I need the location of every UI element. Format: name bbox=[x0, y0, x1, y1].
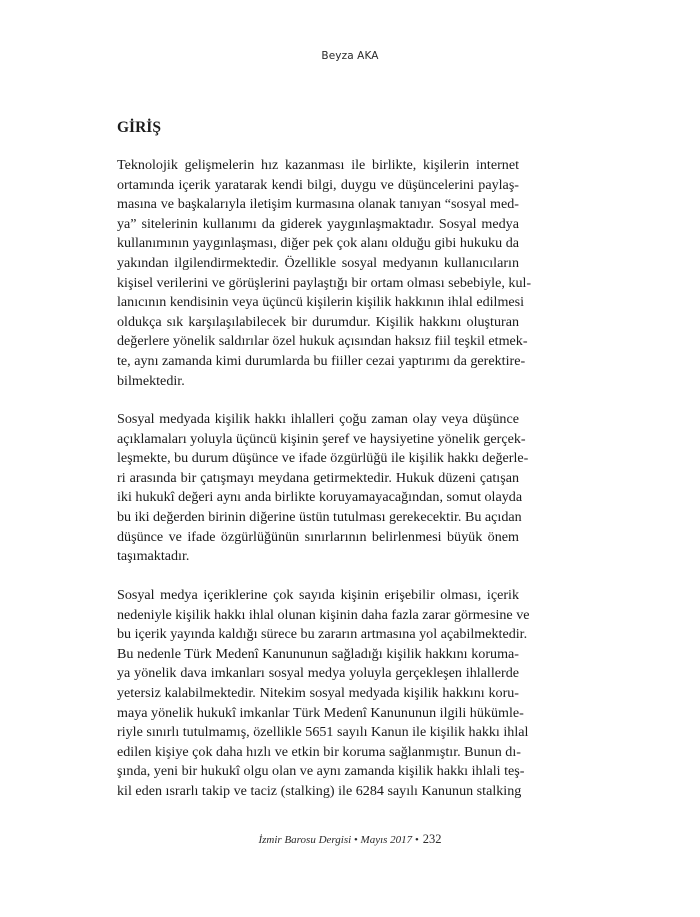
text-line: şında, yeni bir hukukî olgu olan ve aynı zamanda kişilik hakkı ihlali teş- bbox=[117, 763, 525, 780]
text-line: taşımaktadır. bbox=[117, 548, 190, 565]
text-line: kişisel verilerini ve görüşlerini paylaştığı bir ortam olması sebebiyle, kul- bbox=[117, 274, 532, 291]
text-line: bu iki değerden birinin diğerine üstün tutulması gerekecektir. Bu açıdan bbox=[117, 508, 522, 525]
running-head-author: Beyza AKA bbox=[321, 50, 379, 62]
page-footer bbox=[0, 832, 700, 847]
text-line: Bu nedenle Türk Medenî Kanununun sağladığı kişilik hakkını koruma- bbox=[117, 645, 519, 662]
text-line: Teknolojik gelişmelerin hız kazanması ile birlikte, kişilerin internet bbox=[117, 157, 519, 173]
text-line: ortamında içerik yaratarak kendi bilgi, duygu ve düşüncelerini paylaş- bbox=[117, 176, 519, 193]
paragraph-3 bbox=[117, 586, 530, 802]
section-title: GİRİŞ bbox=[117, 119, 161, 136]
text-line: riyle sınırlı tutulmamış, özellikle 5651 sayılı Kanun ile kişilik hakkı ihlal bbox=[117, 724, 529, 741]
text-line: te, aynı zamanda kimi durumlarda bu fiiller cezai yaptırımı da gerektire- bbox=[117, 352, 526, 369]
text-line: maya yönelik hukukî imkanlar Türk Medenî Kanununun ilgili hükümle- bbox=[117, 704, 524, 721]
footer-journal: İzmir Barosu Dergisi • Mayıs 2017 • bbox=[258, 834, 419, 846]
text-line: kullanımının yaygınlaşması, diğer pek çok alanı olduğu gibi hukuku da bbox=[117, 235, 519, 252]
page-number: 232 bbox=[422, 832, 442, 846]
text-line: açıklamaları yoluyla üçüncü kişinin şeref ve haysiyetine yönelik gerçek- bbox=[117, 430, 526, 447]
text-line: oldukça sık karşılaşılabilecek bir durumdur. Kişilik hakkını oluşturan bbox=[117, 313, 519, 330]
text-line: leşmekte, bu durum düşünce ve ifade özgürlüğü ile kişilik hakkı değerle- bbox=[117, 450, 529, 467]
text-line: kil eden ısrarlı takip ve taciz (stalking) ile 6284 sayılı Kanunun stalking bbox=[117, 782, 522, 799]
text-line: iki hukukî değeri aynı anda birlikte koruyamayacağından, somut olayda bbox=[117, 489, 523, 506]
text-line: ya yönelik dava imkanları sosyal medya yoluyla gerçekleşen ihlallerde bbox=[117, 665, 519, 682]
text-line: edilen kişiye çok daha hızlı ve etkin bir koruma sağlanmıştır. Bunun dı- bbox=[117, 743, 521, 760]
paragraph-2 bbox=[117, 410, 529, 567]
paragraph-1 bbox=[117, 156, 532, 391]
text-line: yakından ilgilendirmektedir. Özellikle sosyal medyanın kullanıcıların bbox=[117, 254, 519, 271]
text-line: düşünce ve ifade özgürlüğünün sınırlarının belirlenmesi büyük önem bbox=[117, 528, 519, 545]
text-line: lanıcının kendisinin veya üçüncü kişilerin kişilik hakkının ihlal edilmesi bbox=[117, 294, 525, 311]
text-line: değerlere yönelik saldırılar özel hukuk açısından haksız fiil teşkil etmek- bbox=[117, 333, 528, 350]
text-line: ri arasında bir çatışmayı meydana getirmektedir. Hukuk düzeni çatışan bbox=[117, 469, 519, 486]
text-line: bilmektedir. bbox=[117, 372, 185, 389]
text-line: bu içerik yayında kaldığı sürece bu zararın artmasına yol açabilmektedir. bbox=[117, 626, 528, 643]
text-line: nedeniyle kişilik hakkı ihlal olunan kişinin daha fazla zarar görmesine ve bbox=[117, 606, 530, 623]
text-line: Sosyal medya içeriklerine çok sayıda kişinin erişebilir olması, içerik bbox=[117, 587, 519, 603]
text-line: Sosyal medyada kişilik hakkı ihlalleri çoğu zaman olay veya düşünce bbox=[117, 411, 519, 427]
text-line: yetersiz kalabilmektedir. Nitekim sosyal medyada kişilik hakkını koru- bbox=[117, 684, 519, 701]
text-line: masına ve başkalarıyla iletişim kurmasına olanak tanıyan “sosyal med- bbox=[117, 196, 519, 213]
text-line: ya” sitelerinin kullanımı da giderek yaygınlaşmaktadır. Sosyal medya bbox=[117, 215, 519, 232]
